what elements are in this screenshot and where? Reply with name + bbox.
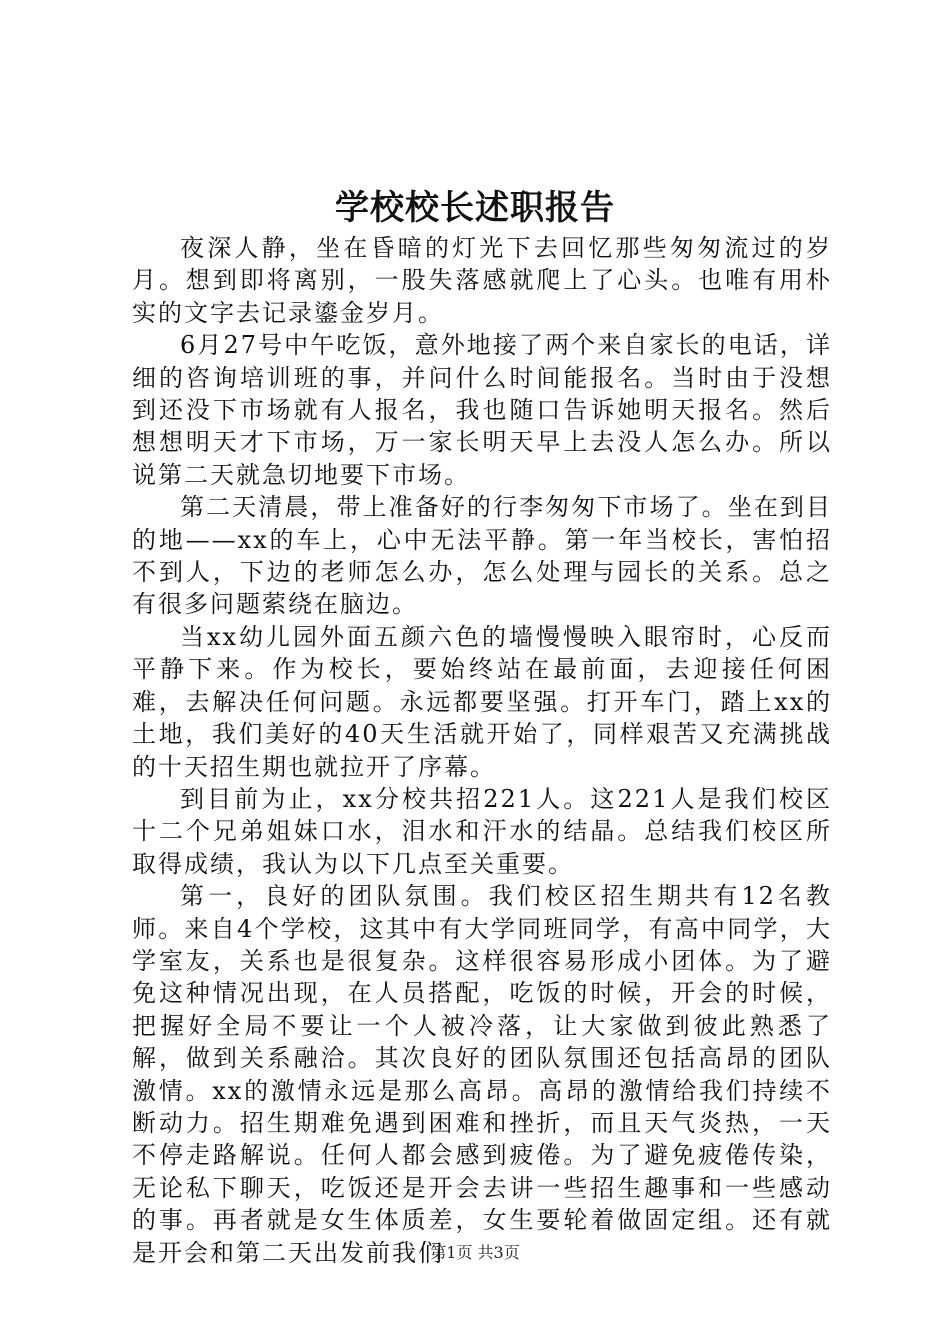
paragraph-2: 6月27号中午吃饭，意外地接了两个来自家长的电话，详细的咨询培训班的事，并问什么时间能报名。当时由于没想到还没下市场就有人报名，我也随口告诉她明天报名。然后想想明天才下市场，万一家长明天早上去没人怎么办。所以说第二天就急切地要下市场。 bbox=[132, 331, 832, 489]
document-title: 学校校长述职报告 bbox=[335, 188, 615, 228]
paragraph-5: 到目前为止，xx分校共招221人。这221人是我们校区十二个兄弟姐妹口水，泪水和汗水的结晶。总结我们校区所取得成绩，我认为以下几点至关重要。 bbox=[132, 784, 832, 878]
paragraph-6: 第一，良好的团队氛围。我们校区招生期共有12名教师。来自4个学校，这其中有大学同班同学，有高中同学，大学室友，关系也是很复杂。这样很容易形成小团体。为了避免这种情况出现，在人员搭配，吃饭的时候，开会的时候，把握好全局不要让一个人被冷落，让大家做到彼此熟悉了解，做到关系融洽。其次良好的团队氛围还包括高昂的团队激情。xx的激情永远是那么高昂。高昂的激情给我们持续不断动力。招生期难免遇到困难和挫折，而且天气炎热，一天不停走路解说。任何人都会感到疲倦。为了避免疲倦传染，无论私下聊天，吃饭还是开会去讲一些招生趣事和一些感动的事。再者就是女生体质差，女生要轮着做固定组。还有就是开会和第二天出发前我们 bbox=[132, 882, 832, 1267]
page-number-footer: 第1页 共3页 bbox=[430, 1243, 520, 1262]
paragraph-1: 夜深人静，坐在昏暗的灯光下去回忆那些匆匆流过的岁月。想到即将离别，一股失落感就爬上了心头。也唯有用朴实的文字去记录鎏金岁月。 bbox=[132, 234, 832, 327]
document-body bbox=[132, 232, 832, 1269]
paragraph-3: 第二天清晨，带上准备好的行李匆匆下市场了。坐在到目的地——xx的车上，心中无法平静。第一年当校长，害怕招不到人，下边的老师怎么办，怎么处理与园长的关系。总之有很多问题萦绕在脑边。 bbox=[132, 493, 832, 619]
paragraph-4: 当xx幼儿园外面五颜六色的墙慢慢映入眼帘时，心反而平静下来。作为校长，要始终站在最前面，去迎接任何困难，去解决任何问题。永远都要坚强。打开车门，踏上xx的土地，我们美好的40天生活就开始了，同样艰苦又充满挑战的十天招生期也就拉开了序幕。 bbox=[132, 622, 832, 781]
